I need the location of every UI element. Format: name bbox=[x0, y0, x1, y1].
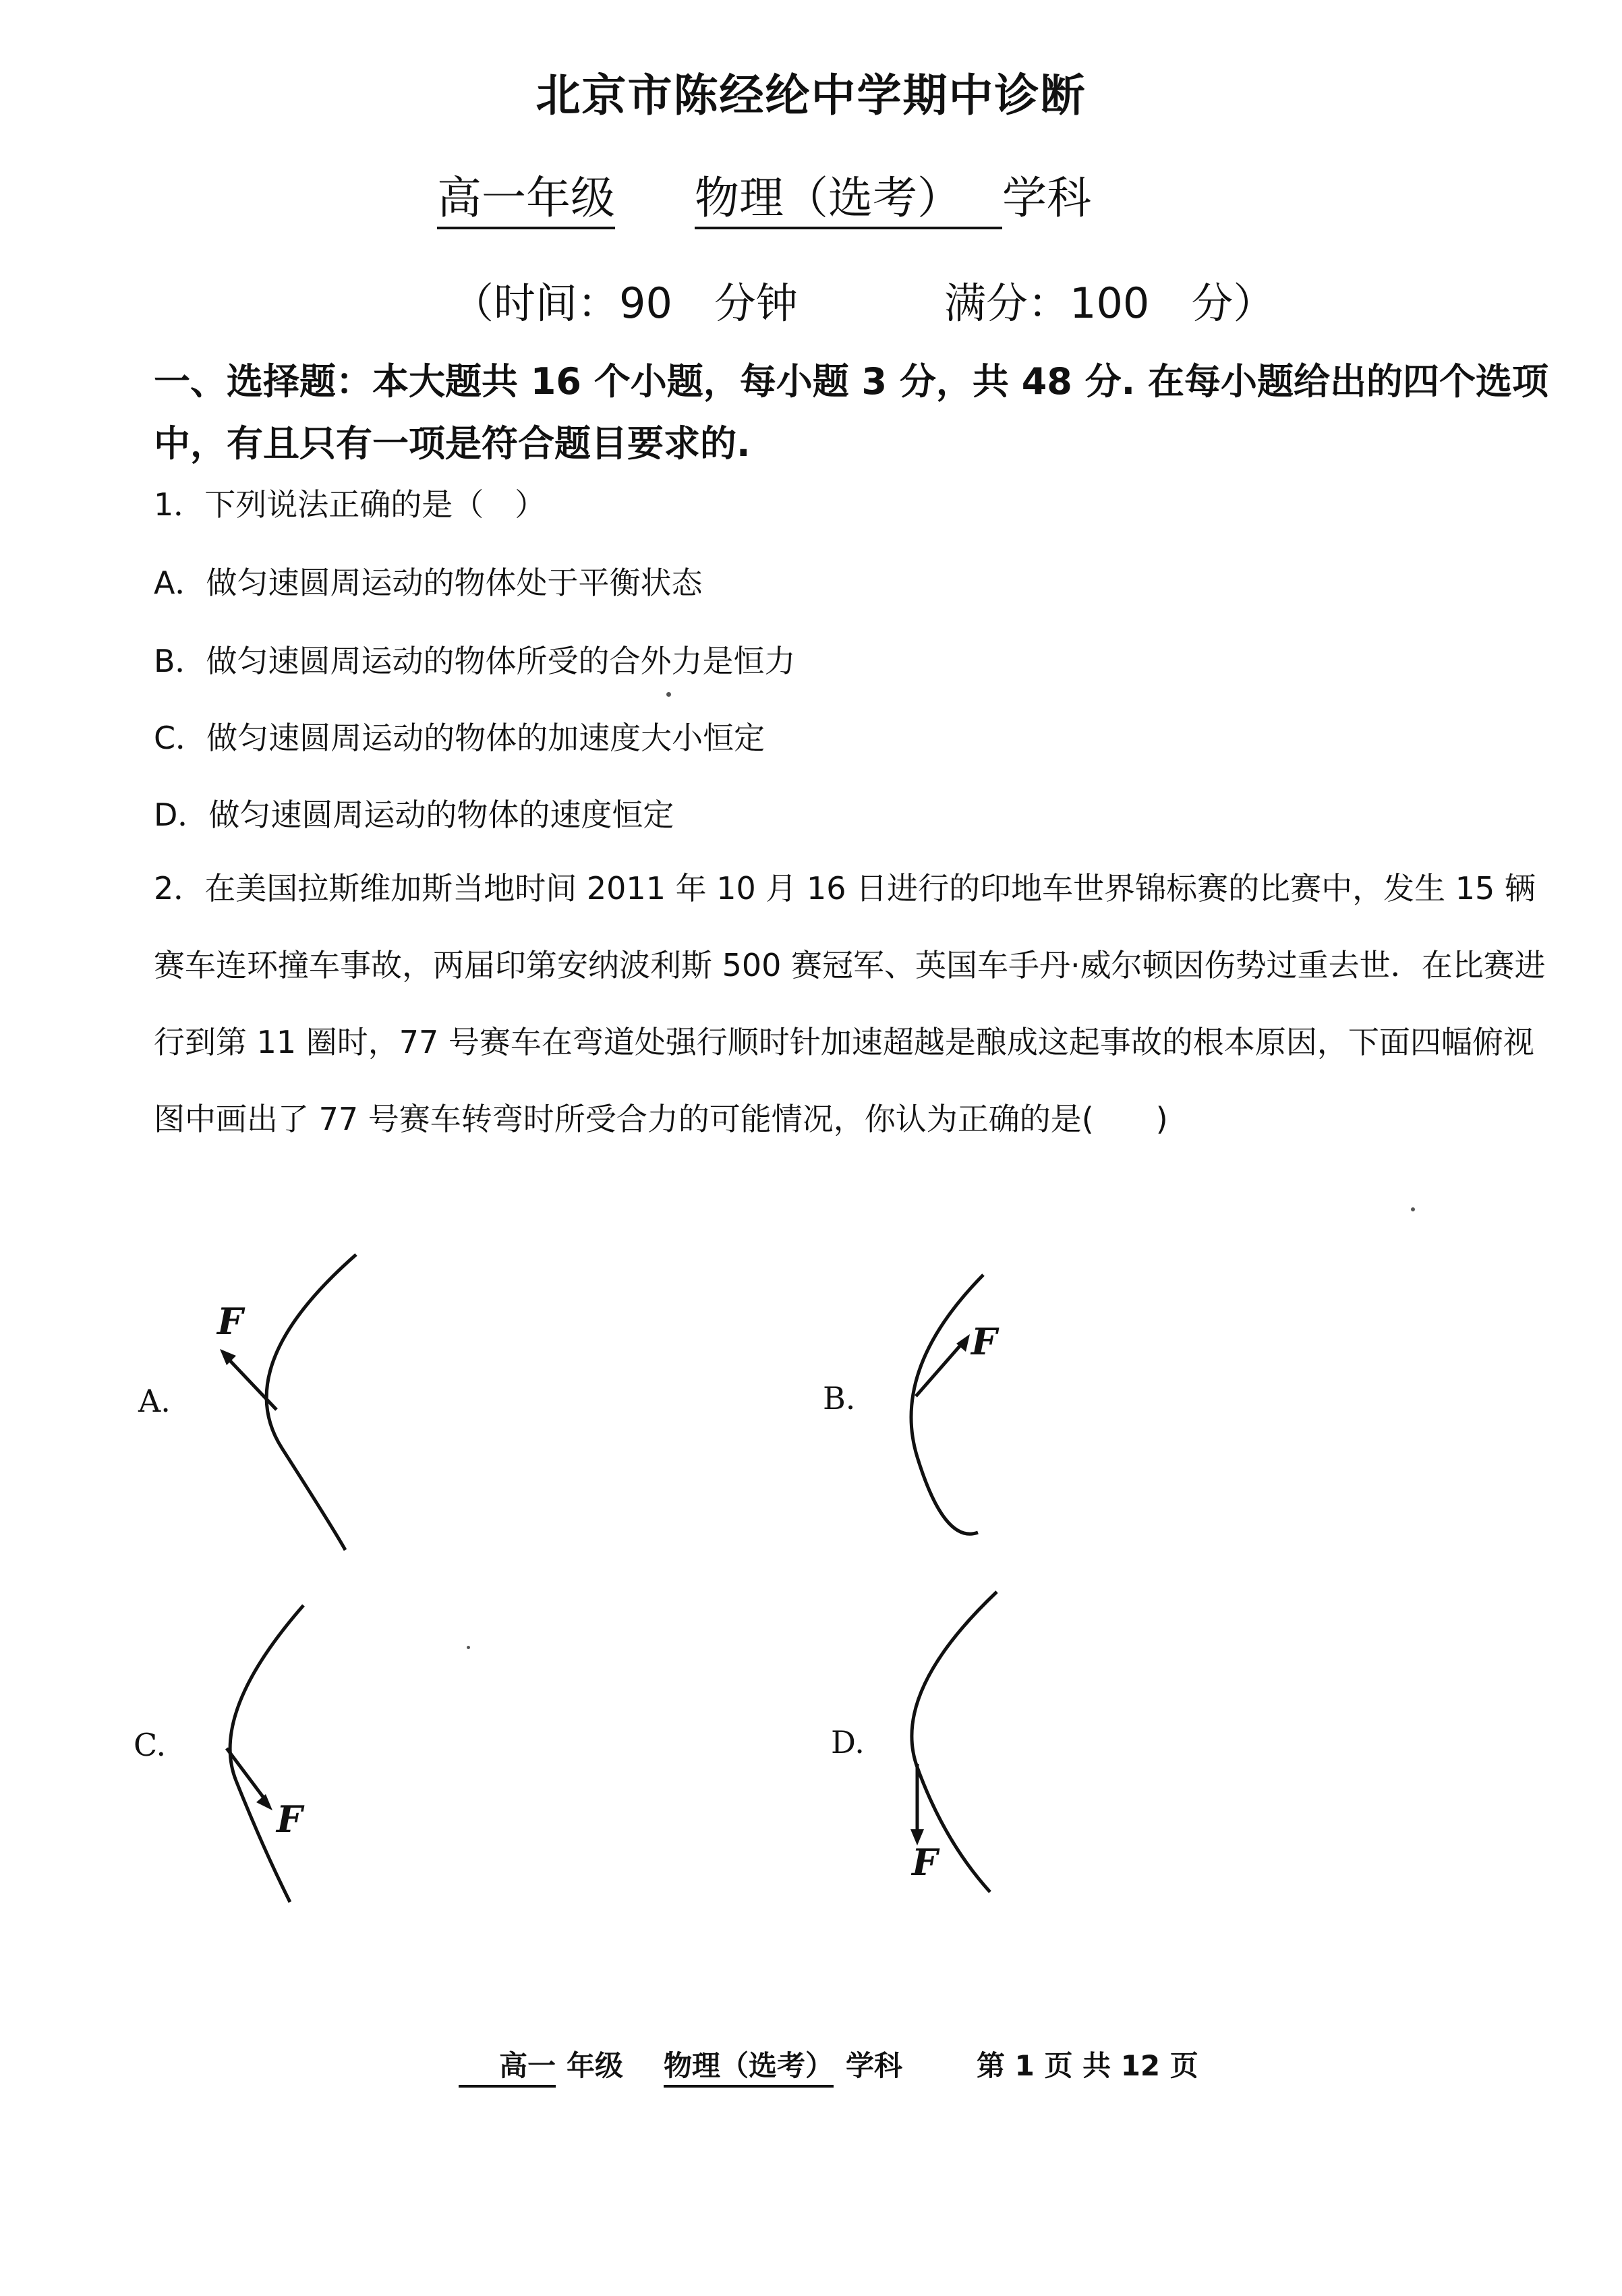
footer-subject-suffix: 学科 bbox=[846, 2049, 903, 2082]
footer-subject-label: 物理（选考） bbox=[664, 2049, 834, 2088]
q1-stem: 1．下列说法正确的是（ ） bbox=[154, 486, 546, 523]
track-curve bbox=[230, 1605, 303, 1902]
footer-grade bbox=[459, 2044, 623, 2084]
section-heading: 一、选择题：本大题共 16 个小题，每小题 3 分，共 48 分. 在每小题给出的四个选项中，有且只有一项是符合题目要求的. bbox=[154, 360, 1548, 465]
q1-option-c: C．做匀速圆周运动的物体的加速度大小恒定 bbox=[154, 720, 765, 756]
force-label: F bbox=[217, 1300, 243, 1343]
scan-speck bbox=[467, 1646, 470, 1649]
subject-line bbox=[695, 162, 1091, 226]
score-label: 满分：100 分） bbox=[944, 279, 1275, 328]
force-label: F bbox=[912, 1841, 938, 1884]
q2-diagram-c bbox=[202, 1599, 378, 1909]
subject-suffix: 学科 bbox=[1002, 172, 1091, 224]
grade-label: 高一年级 bbox=[437, 172, 615, 229]
q2-option-d-label: D. bbox=[831, 1724, 865, 1760]
footer-subject bbox=[664, 2044, 902, 2084]
scan-speck bbox=[1411, 1207, 1415, 1211]
q2-diagram-b bbox=[884, 1268, 1045, 1538]
q1-option-d: D．做匀速圆周运动的物体的速度恒定 bbox=[154, 797, 674, 833]
q2-diagram-a bbox=[202, 1248, 378, 1558]
footer-page-info: 第 1 页 共 12 页 bbox=[977, 2049, 1198, 2082]
q1-option-a: A．做匀速圆周运动的物体处于平衡状态 bbox=[154, 565, 703, 601]
track-curve bbox=[911, 1275, 983, 1534]
q2-diagram-d bbox=[877, 1585, 1052, 1902]
footer-grade-label: 高一 bbox=[459, 2049, 556, 2088]
subject-label: 物理（选考） bbox=[695, 172, 1002, 229]
grade-line bbox=[437, 162, 615, 226]
q2-stem: 2．在美国拉斯维加斯当地时间 2011 年 10 月 16 日进行的印地车世界锦标赛的比赛中，发生 15 辆赛车连环撞车事故，两届印第安纳波利斯 500 赛冠军、英国车手丹·威尔顿因伤势过重去世．在比赛进行到第 11 圈时，77 号赛车在弯道处强行顺时针加速超越是酿成这起事故的根本原因，下面四幅俯视图中画出了 77 号赛车转弯时所受合力的可能情况，你认为正确的是( ) bbox=[154, 870, 1546, 1137]
q2-option-a-label: A. bbox=[138, 1383, 171, 1419]
exam-title: 北京市陈经纶中学期中诊断 bbox=[535, 69, 1087, 121]
q2-option-c-label: C. bbox=[134, 1727, 167, 1763]
scan-speck bbox=[666, 692, 671, 697]
arrow-head bbox=[256, 1794, 272, 1810]
footer-grade-suffix: 年级 bbox=[567, 2049, 624, 2082]
q1-option-b: B．做匀速圆周运动的物体所受的合外力是恒力 bbox=[154, 643, 796, 679]
force-label: F bbox=[277, 1798, 303, 1841]
q2-option-b-label: B. bbox=[823, 1380, 856, 1416]
force-arrow bbox=[916, 1342, 963, 1396]
track-curve bbox=[266, 1255, 356, 1550]
time-label: （时间：90 分钟 bbox=[452, 279, 798, 328]
force-label: F bbox=[971, 1320, 997, 1363]
